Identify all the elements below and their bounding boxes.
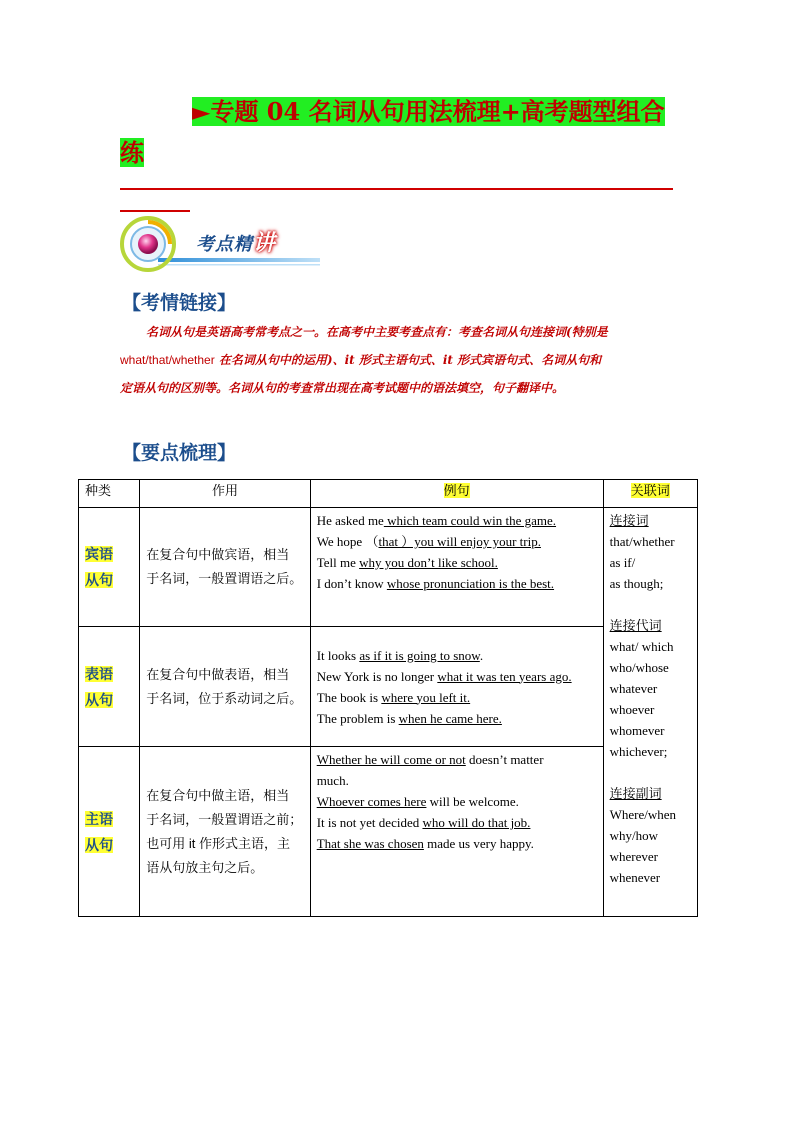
example-text: It looks xyxy=(316,647,360,663)
spacer xyxy=(610,594,691,615)
example-sentence xyxy=(317,833,597,854)
clause-usage xyxy=(140,508,310,627)
clause-type xyxy=(79,747,140,917)
related-word: that/whether xyxy=(609,534,675,549)
clause-usage xyxy=(140,627,310,747)
example-sentences xyxy=(310,508,603,627)
table-row xyxy=(79,508,698,627)
example-underlined: which team could win the game. xyxy=(383,513,557,528)
example-underlined: That she was chosen xyxy=(316,836,424,851)
usage-line: 在复合句中做主语，相当 xyxy=(146,787,290,803)
example-text: It is not yet decided xyxy=(316,815,423,830)
example-underlined: why you don’t like school. xyxy=(359,555,498,570)
section-heading-key-points: 【要点梳理】 xyxy=(122,442,237,464)
document-title-continued xyxy=(120,137,144,169)
title-rule-short xyxy=(120,210,190,212)
title-rule xyxy=(120,188,673,190)
table-header: 种类 xyxy=(79,480,140,508)
title-text-line2: 练 xyxy=(120,138,144,167)
intro-line xyxy=(120,346,678,374)
example-sentence xyxy=(317,687,597,708)
example-text: The book is xyxy=(316,689,382,705)
usage-line: 于名词，一般置谓语之后。 xyxy=(146,571,303,586)
example-underlined: as if it is going to snow xyxy=(359,647,480,663)
clause-type xyxy=(79,508,140,627)
section-heading-exam-link: 【考情链接】 xyxy=(122,292,237,314)
spacer xyxy=(610,762,691,783)
intro-latin-terms: what/that/whether xyxy=(120,353,215,367)
example-sentence xyxy=(317,812,597,833)
example-sentence xyxy=(317,531,597,552)
example-sentence xyxy=(317,770,597,791)
example-underlined: that ）you will enjoy your trip. xyxy=(378,534,541,549)
document-title xyxy=(192,96,665,128)
table-header-row xyxy=(79,480,698,508)
intro-line: 定语从句的区别等。名词从句的考查常出现在高考试题中的语法填空，句子翻译中。 xyxy=(120,381,565,395)
title-text-line1: ►专题 04 名词从句用法梳理+高考题型组合 xyxy=(192,97,665,126)
related-word: what/ which xyxy=(609,639,674,654)
example-sentence xyxy=(317,510,597,531)
example-sentence xyxy=(317,708,597,729)
example-text: Tell me xyxy=(316,555,360,570)
example-sentences xyxy=(310,627,603,747)
related-word: whoever xyxy=(609,702,655,717)
clause-type-text: 主语 xyxy=(85,810,113,827)
related-words xyxy=(603,508,697,917)
example-underlined: whose pronunciation is the best. xyxy=(386,576,555,591)
table-header xyxy=(603,480,697,508)
clause-type-text: 从句 xyxy=(85,572,113,588)
usage-line: 语从句放主句之后。 xyxy=(146,859,264,875)
related-word: whatever xyxy=(609,681,658,696)
related-heading: 连接代词 xyxy=(609,618,662,633)
badge-label xyxy=(196,226,276,257)
example-sentence xyxy=(317,749,597,770)
usage-line: 在复合句中做表语，相当 xyxy=(146,666,290,682)
badge-label-emphasis: 讲 xyxy=(253,230,277,256)
intro-paragraph xyxy=(120,318,678,402)
related-word: Where/when xyxy=(609,807,677,822)
example-underlined: Whoever comes here xyxy=(316,794,427,809)
example-text: New York is no longer xyxy=(316,668,438,684)
clause-type-text: 宾语 xyxy=(85,546,113,562)
related-heading: 连接词 xyxy=(609,513,649,528)
table-header xyxy=(310,480,603,508)
example-sentence xyxy=(317,552,597,573)
table-header-label: 例句 xyxy=(443,483,470,498)
related-word: whichever; xyxy=(609,744,668,759)
intro-line-rest: 在名词从句中的运用)、it 形式主语句式、it 形式宾语句式、名词从句和 xyxy=(214,353,602,367)
example-underlined: Whether he will come or not xyxy=(316,752,466,767)
clause-type-text: 从句 xyxy=(85,836,113,853)
usage-line: 也可用 it 作形式主语，主 xyxy=(146,835,291,851)
related-word: whomever xyxy=(609,723,665,738)
related-word: whenever xyxy=(609,870,661,885)
related-word: why/how xyxy=(609,828,658,843)
example-text: I don’t know xyxy=(316,576,387,591)
example-underlined: when he came here. xyxy=(398,710,502,726)
usage-line: 于名词，一般置谓语之前； xyxy=(146,811,303,827)
example-underlined: where you left it. xyxy=(381,689,471,705)
badge-label-text: 考点精 xyxy=(196,234,253,255)
clause-usage xyxy=(140,747,310,917)
example-sentences xyxy=(310,747,603,917)
example-sentence xyxy=(317,791,597,812)
example-underlined: what it was ten years ago. xyxy=(437,668,572,684)
related-word: as though; xyxy=(609,576,664,591)
usage-line: 在复合句中做宾语，相当 xyxy=(146,547,290,562)
related-word: who/whose xyxy=(609,660,669,675)
intro-line: 名词从句是英语高考常考点之一。在高考中主要考查点有：考查名词从句连接词(特别是 xyxy=(146,325,608,339)
related-heading: 连接副词 xyxy=(609,786,662,801)
example-text: doesn’t matter xyxy=(465,752,544,767)
example-text: made us very happy. xyxy=(423,836,534,851)
example-sentence xyxy=(317,573,597,594)
clause-type-text: 表语 xyxy=(85,665,113,682)
related-word: wherever xyxy=(609,849,658,864)
related-word: as if/ xyxy=(609,555,636,570)
example-text: . xyxy=(479,647,484,663)
clause-type xyxy=(79,627,140,747)
example-sentence xyxy=(317,645,597,666)
example-text: will be welcome. xyxy=(426,794,519,809)
clause-type-text: 从句 xyxy=(85,691,113,708)
usage-line: 于名词，位于系动词之后。 xyxy=(146,690,303,706)
example-text: The problem is xyxy=(316,710,399,726)
table-header-label: 关联词 xyxy=(630,483,670,498)
example-text: much. xyxy=(316,773,349,788)
example-sentence xyxy=(317,666,597,687)
example-text: He asked me xyxy=(316,513,384,528)
example-underlined: who will do that job. xyxy=(422,815,531,830)
example-text: We hope （ xyxy=(316,534,379,549)
clause-table xyxy=(78,479,698,917)
table-header: 作用 xyxy=(140,480,310,508)
